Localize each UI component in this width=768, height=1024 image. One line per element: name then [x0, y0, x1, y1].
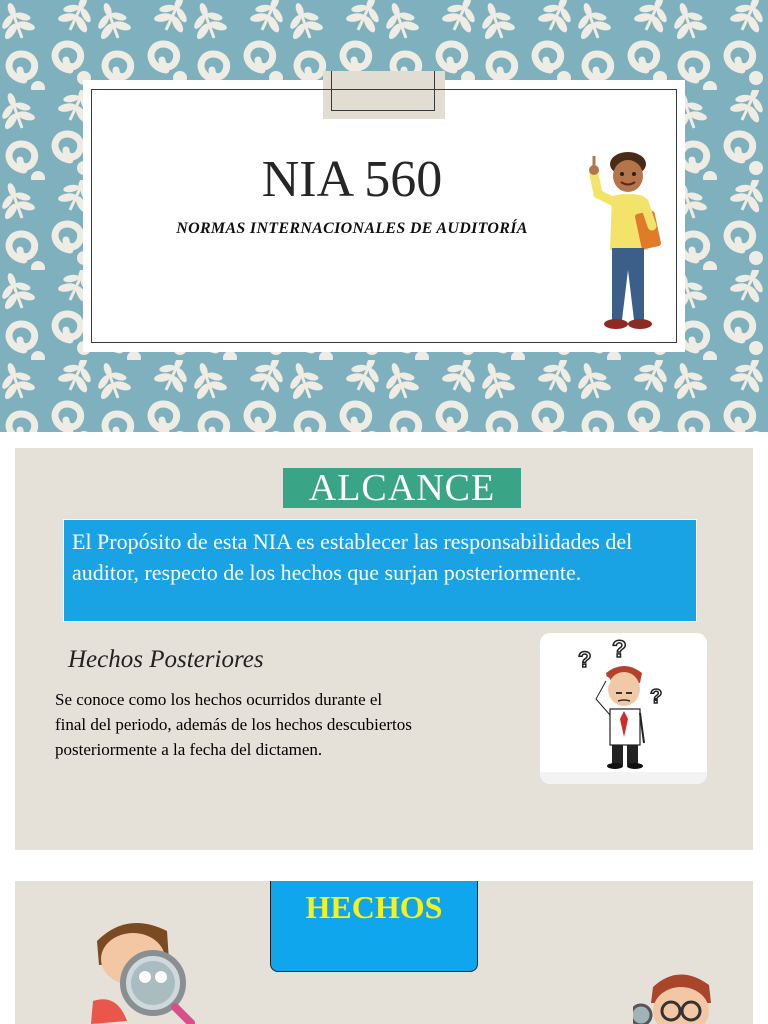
thinking-man-image	[540, 633, 707, 784]
section-body: Se conoce como los hechos ocurridos durante el final del periodo, además de los hechos descubiertos posteriormente a la fecha del dictamen.	[55, 690, 412, 759]
hechos-button-label: HECHOS	[305, 889, 443, 925]
svg-text:?: ?	[612, 636, 627, 663]
title-frame	[91, 89, 677, 343]
purpose-textbox: El Propósito de esta NIA es establecer las responsabilidades del auditor, respecto de los hechos que surjan posteriormente.	[63, 519, 697, 622]
title-slide	[0, 0, 768, 432]
section-title: Hechos Posteriores	[68, 646, 264, 673]
svg-text:?: ?	[650, 686, 663, 708]
hechos-button[interactable]	[270, 881, 478, 972]
alcance-heading: ALCANCE	[283, 468, 521, 508]
student-pointing-illustration	[588, 150, 678, 346]
page-title: NIA 560	[261, 151, 443, 208]
svg-text:?: ?	[578, 647, 592, 672]
alcance-slide	[15, 448, 753, 850]
page-subtitle: NORMAS INTERNACIONALES DE AUDITORÍA	[176, 220, 528, 237]
hechos-slide	[15, 881, 753, 1024]
confused-businessman-illustration	[540, 633, 707, 784]
image-footer-strip	[540, 772, 707, 784]
kid-with-magnifier-illustration	[87, 911, 197, 1024]
kid-with-glasses-illustration	[633, 963, 723, 1024]
title-card	[83, 80, 685, 352]
